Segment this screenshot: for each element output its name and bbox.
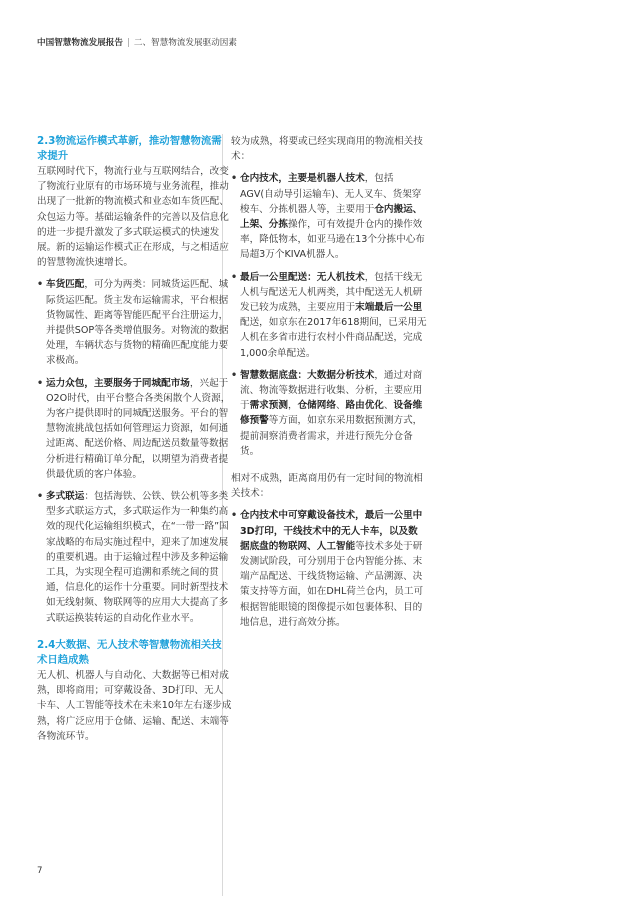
bullet-text: ，包括干线无人机与配送无人机两类，其中配送无人机研发已较为成熟，主要应用于 bbox=[240, 271, 423, 314]
bullet-head: 仓内技术，主要是机器人技术 bbox=[240, 173, 365, 185]
bullet-warehouse-robots bbox=[231, 171, 427, 262]
section-2-3-heading: 2.3物流运作模式革新，推动智慧物流需求提升 bbox=[37, 135, 222, 162]
bullet-text: ：包括海铁、公铁、铁公机等多类型多式联运方式，多式联运作为一种集约高效的现代化运输组织模式，在“一带一路”国家战略的布局实施过程中，迎来了加速发展的重要机遇。由于运输过程中涉及多种运输工具，为实现全程可追溯和系统之间的贯通，信息化的运作十分重要。同时新型技术如无线射频、物联网等的应用大大提高了多式联运换装转运的自动化作业水平。 bbox=[46, 491, 229, 624]
bullet-punct: ， bbox=[287, 400, 298, 412]
bullet-text: 等方面，如京东采用数据预测方式，提前洞察消费者需求，并进行预先分仓备货。 bbox=[240, 415, 423, 457]
immature-tech-intro: 相对不成熟，距离商用仍有一定时间的物流相关技术： bbox=[231, 473, 423, 500]
bullet-head: 仓内技术中可穿戴设备技术，最后一公里中3D打印，干线技术中的无人卡车，以及数据底盘的物联网、人工智能 bbox=[240, 510, 423, 552]
right-column bbox=[231, 134, 427, 630]
bullet-drone-delivery bbox=[231, 270, 427, 361]
section-2-4-text: 无人机、机器人与自动化、大数据等已相对成熟，即将商用；可穿戴设备、3D打印、无人卡车、人工智能等技术在未来10年左右逐步成熟，将广泛应用于仓储、运输、配送、末端等各物流环节。 bbox=[37, 669, 232, 742]
bullet-text: ，可分为两类：同城货运匹配、城际货运匹配。货主发布运输需求，平台根据货物属性、距离等智能匹配平台注册运力，并提供SOP等各类增值服务。对物流的数据处理，车辆状态与货物的精确匹配度能力要求极高。 bbox=[46, 279, 229, 367]
page-number: 7 bbox=[37, 866, 43, 876]
mature-tech-intro: 较为成熟，将要或已经实现商用的物流相关技术： bbox=[231, 136, 423, 163]
bullet-crowdsourced-capacity bbox=[37, 376, 232, 482]
bullet-emphasis: 仓储网络 bbox=[297, 400, 336, 412]
bullet-text: 等技术多处于研发测试阶段，可分别用于仓内智能分拣、末端产品配送、干线货物运输、产品溯源、决策支持等方面，如在DHL荷兰仓内，员工可根据智能眼镜的图像提示如包裹体积、目的地信息，进行高效分拣。 bbox=[240, 540, 424, 628]
header-separator: | bbox=[126, 38, 130, 48]
bullet-head: 车货匹配 bbox=[46, 279, 85, 291]
bullet-emphasis: 需求预测 bbox=[249, 400, 288, 412]
section-2-3-intro: 互联网时代下，物流行业与互联网结合，改变了物流行业原有的市场环境与业务流程，推动出现了一批新的物流模式和业态如车货匹配、众包运力等。基础运输条件的完善以及信息化的进一步提升激发了多式联运模式的快速发展。新的运输运作模式正在形成，与之相适应的智慧物流快速增长。 bbox=[37, 166, 229, 269]
bullet-text: ，通过对商流、物流等数据进行收集、分析，主要应用于 bbox=[240, 369, 423, 412]
bullet-emphasis: 路由优化 bbox=[345, 400, 384, 412]
bullet-text: 配送，如京东在2017年618期间，已采用无人机在多省市进行农村小件商品配送，完成1,000余单配送。 bbox=[240, 317, 427, 359]
bullet-head: 运力众包，主要服务于同城配市场 bbox=[46, 377, 190, 389]
section-2-4-heading: 2.4大数据、无人技术等智慧物流相关技术日趋成熟 bbox=[37, 638, 222, 666]
bullet-text: ，兴起于O2O时代，由平台整合各类闲散个人资源，为客户提供即时的同城配送服务。平台的智慧物流挑战包括如何管理运力资源，如何通过距离、配送价格、周边配送员数量等数据分析进行精确订单分配，以期望为消费者提供最优质的客户体验。 bbox=[46, 377, 231, 480]
bullet-punct: 、 bbox=[335, 400, 346, 412]
report-title: 中国智慧物流发展报告 bbox=[37, 38, 123, 48]
section-name: 二、智慧物流发展驱动因素 bbox=[133, 38, 237, 48]
bullet-emphasis: 末端最后一公里 bbox=[355, 302, 423, 314]
running-header bbox=[37, 36, 237, 48]
bullet-cargo-matching bbox=[37, 277, 232, 368]
bullet-punct: 、 bbox=[383, 400, 394, 412]
bullet-head: 智慧数据底盘：大数据分析技术 bbox=[240, 369, 375, 381]
bullet-head: 多式联运 bbox=[46, 491, 85, 503]
bullet-emerging-tech bbox=[231, 508, 427, 630]
bullet-big-data bbox=[231, 368, 427, 459]
bullet-multimodal bbox=[37, 489, 232, 626]
bullet-head: 最后一公里配送：无人机技术 bbox=[240, 271, 365, 283]
bullet-text: ，包括AGV(自动导引运输车)、无人叉车、货架穿梭车、分拣机器人等，主要用于 bbox=[240, 173, 422, 215]
bullet-emphasis: 设备维修预警 bbox=[240, 400, 423, 427]
bullet-emphasis: 仓内搬运、上架、分拣 bbox=[240, 203, 423, 231]
left-column bbox=[37, 134, 232, 744]
bullet-text: 操作，可有效提升仓内的操作效率，降低物本，如亚马逊在13个分拣中心布局超3万个KIVA机器人。 bbox=[240, 219, 425, 261]
